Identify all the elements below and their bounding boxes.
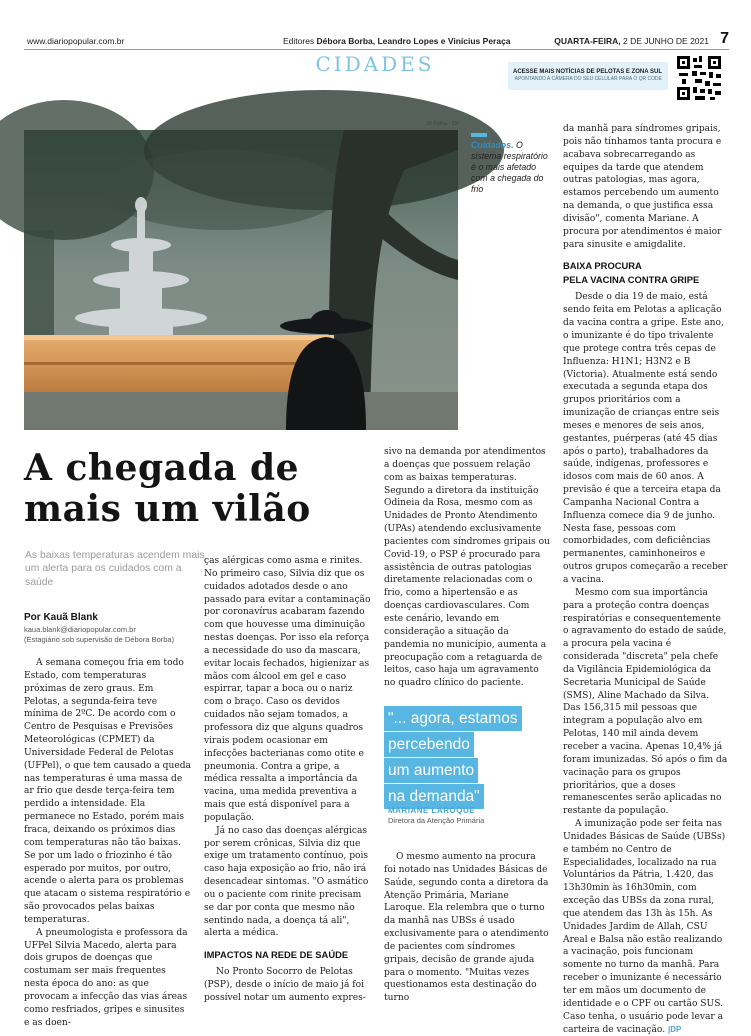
pull-quote-line: na demanda" xyxy=(384,784,484,809)
caption-accent-bar xyxy=(471,133,487,137)
author-note: (Estagiário sob supervisão de Débora Borba) xyxy=(24,634,175,644)
issue-date-text: 2 DE JUNHO DE 2021 xyxy=(620,36,709,46)
paragraph: A pneumologista e professora da UFPel Silvia Macedo, alerta para dois grupos de doenças que costumam ser mais frequentes nesta época do ano: as que provocam a infecção das vias áreas como resfriados, gripes e sinusites e as doen- xyxy=(24,927,188,1028)
section-title: CIDADES xyxy=(315,52,435,76)
paragraph: A semana começou fria em todo Estado, com temperaturas próximas de zero graus. Em Pelotas, a segunda-feira teve mínima de 2ºC. De acordo com o Centro de Pesquisas e Previsões Meteorológicas (CPMET) da Universidade Federal de Pelotas (UFPel), o que tem causado a queda nas temperaturas é uma massa de ar frio que desde terça-feira tem perdido a intensidade. Ela permanece no Estado, porém mais fraca, deixando os próximos dias com temperaturas não tão baixas. Se por um lado o friozinho é tão esperado por muitos, por outro, acende o alerta para os problemas que atacam o sistema respiratório e são provocados pelas baixas temperaturas. xyxy=(24,658,191,925)
subheading-line: BAIXA PROCURA xyxy=(563,260,642,272)
paragraph: O mesmo aumento na procura foi notado nas Unidades Básicas de Saúde, segundo conta a diretora da Atenção Primária, Mariane Laroque. Ela relembra que o turno da manhã nas UBSs é usado exclusivamente para o atendimento de pacientes com síndromes gripais, decisão de grande ajuda para o momento. "Muitas vezes questionamos esta destinação do turno xyxy=(384,852,549,1004)
paragraph: Já no caso das doenças alérgicas por serem crônicas, Silvia diz que exige um tratamento contínuo, pois caso haja exposição ao frio, não irá desencadear sintomas. "O asmático ou o paciente com rinite precisam se dar por conta que mesmo não sentindo nada, a doença tá ali", alerta a médica. xyxy=(204,825,369,939)
article-column-1 xyxy=(24,657,191,1029)
subheading-impactos: IMPACTOS NA REDE DE SAÚDE xyxy=(204,949,349,961)
paragraph xyxy=(563,818,729,1036)
article-column-3-lower xyxy=(384,851,550,1005)
paragraph: Mesmo com sua importância para a proteção contra doenças respiratórias e consequentemente o agravamento do estado de saúde, a procura pela vacina é considerada "discreta" pela chefe da Vigilância Epidemiológica da Secretaria Municipal de Saúde (SMS), Aline Machado da Silva. Das 156,315 mil pessoas que integram a população alvo em Pelotas, 140 mil ainda devem receber a vacina. Apenas 10,4% já foram imunizadas. Só após o fim da vacinação para os grupos prioritários, que a doses remanescentes serão aplicadas no restante da população. xyxy=(563,587,728,817)
author-meta xyxy=(24,625,224,645)
page-number: 7 xyxy=(720,30,729,47)
pull-quote-line: um aumento xyxy=(384,758,478,783)
photo-illustration xyxy=(24,130,458,430)
issue-date xyxy=(554,36,709,46)
editors-names: Débora Borba, Leandro Lopes e Vinícius Peraça xyxy=(316,36,511,46)
caption-text: O sistema respiratório é o mais afetado com a chegada do frio xyxy=(471,140,548,194)
site-url[interactable]: www.diariopopular.com.br xyxy=(27,36,125,46)
article-column-3 xyxy=(384,446,550,690)
pull-quote-attribution xyxy=(388,806,484,825)
quote-role: Diretora da Atenção Primária xyxy=(388,816,485,825)
issue-weekday: QUARTA-FEIRA, xyxy=(554,36,621,46)
qr-promo-line1: ACESSE MAIS NOTÍCIAS DE PELOTAS E ZONA SUL xyxy=(512,69,662,75)
header-divider xyxy=(24,49,729,50)
editors-line xyxy=(283,36,511,46)
article-deck: As baixas temperaturas acendem mais um alerta para os cuidados com a saúde xyxy=(25,550,205,588)
qr-code-icon[interactable] xyxy=(677,56,721,100)
article-column-4 xyxy=(563,123,729,1036)
pull-quote-line: "... agora, estamos xyxy=(384,706,522,731)
paragraph: ças alérgicas como asma e rinites. No primeiro caso, Silvia diz que os cuidados adotados desde o ano passado para evitar a contaminação por coronavírus acabaram fazendo com que houvesse uma diminuição nestas doenças. Por isso ela reforça a necessidade do uso da mascara, evitar locais fechados, higienizar as mãos com álcool em gel e caso espirrar, tapar a boca ou o nariz com o braço. Caso os devidos cuidados não sejam tomados, a professora diz que alguns quadros virais podem ocasionar em infecções bacterianas como otite e pneumonia. Contra a gripe, a médica ressalta a importância da vacina, uma medida preventiva a mais que está disponível para a população. xyxy=(204,556,371,823)
article-headline: A chegada de mais um vilão xyxy=(24,447,311,530)
caption-title: Cuidados. xyxy=(471,140,514,150)
paragraph: No Pronto Socorro de Pelotas (PSP), desde o início de maio já foi possível notar um aumento expres- xyxy=(204,967,366,1003)
photo-caption xyxy=(471,140,551,195)
quote-name: MARIANE LAROQUE xyxy=(388,806,476,815)
pull-quote xyxy=(384,706,554,810)
pull-quote-line: percebendo xyxy=(384,732,474,757)
article-photo xyxy=(24,130,458,430)
paragraph: sivo na demanda por atendimentos a doenças que possuem relação com as baixas temperaturas. Segundo a diretora da instituição Odineia da Rosa, mesmo com as Unidades de Pronto Atendimento (UPAs) atendendo exclusivamente pacientes com síndromes gripais ou Covid-19, o PSP é procurado para assistência de outras patologias diretamente relacionadas com o frio, como a hipertensão e as doenças cardiovasculares. Com este cenário, levando em consideração a situação da pandemia no município, aumenta a preocupação com a retaguarda de leitos, caso haja um agravamento no quadro clínico do paciente. xyxy=(384,447,550,689)
article-byline: Por Kauã Blank xyxy=(24,612,98,623)
paragraph-text: A imunização pode ser feita nas Unidades Básicas de Saúde (UBSs) e também no Centro de Especialidades, localizado na rua Voluntários da Pátria, 1.420, das 13h30min às 16h30min, com exceção das UBSs da zona rural, que atendem das 13h às 15h. As Unidades Jardim de Allah, CSU Areal e Balsa não estão realizando a vacinação, pois funcionam somente no turno da manhã. Para receber o imunizante é necessário ter em mãos um documento de identidade e o CPF ou cartão SUS. Caso tenha, o usuário pode levar a carteira de vacinação. xyxy=(563,819,726,1035)
paragraph: Desde o dia 19 de maio, está sendo feita em Pelotas a aplicação da vacina contra a gripe. Este ano, o imunizante é do tipo trivalente que protege contra três cepas de Influenza: H1N1; H3N2 e B (Victoria). Atualmente está sendo executada a segunda etapa dos grupos prioritários com a imunização de crianças entre seis meses e menores de seis anos, gestantes, puérperas (até 45 dias após o parto), trabalhadores da saúde, indígenas, professores e idosos com mais de 60 anos. A previsão é que a terceira etapa da Campanha Nacional Contra a Influenza comece dia 9 de junho. Nesta fase, pessoas com comorbidades, com deficiências permanentes, caminhoneiros e outros grupos começarão a receber a vacina. xyxy=(563,292,728,585)
author-email[interactable]: kaua.blank@diariopopular.com.br xyxy=(24,625,136,634)
subheading-baixa-procura xyxy=(563,259,729,287)
qr-promo-line2: APONTANDO A CÂMERA DO SEU CELULAR PARA O QR CODE xyxy=(514,76,662,82)
editors-prefix: Editores xyxy=(283,36,317,46)
paragraph: da manhã para síndromes gripais, pois não tínhamos tanta procura e acabava sobrecarregando as equipes da tarde que atendem outras patologias, mas agora, estamos percebendo um aumento na demanda, o que justifica essa divisão", comenta Mariane. A procura por atendimentos é maior para sinusite e amigdalite. xyxy=(563,124,722,250)
article-column-2 xyxy=(204,555,372,1005)
subheading-line: PELA VACINA CONTRA GRIPE xyxy=(563,274,700,286)
end-mark: |DP xyxy=(668,1024,682,1034)
qr-promo-box xyxy=(508,62,668,90)
